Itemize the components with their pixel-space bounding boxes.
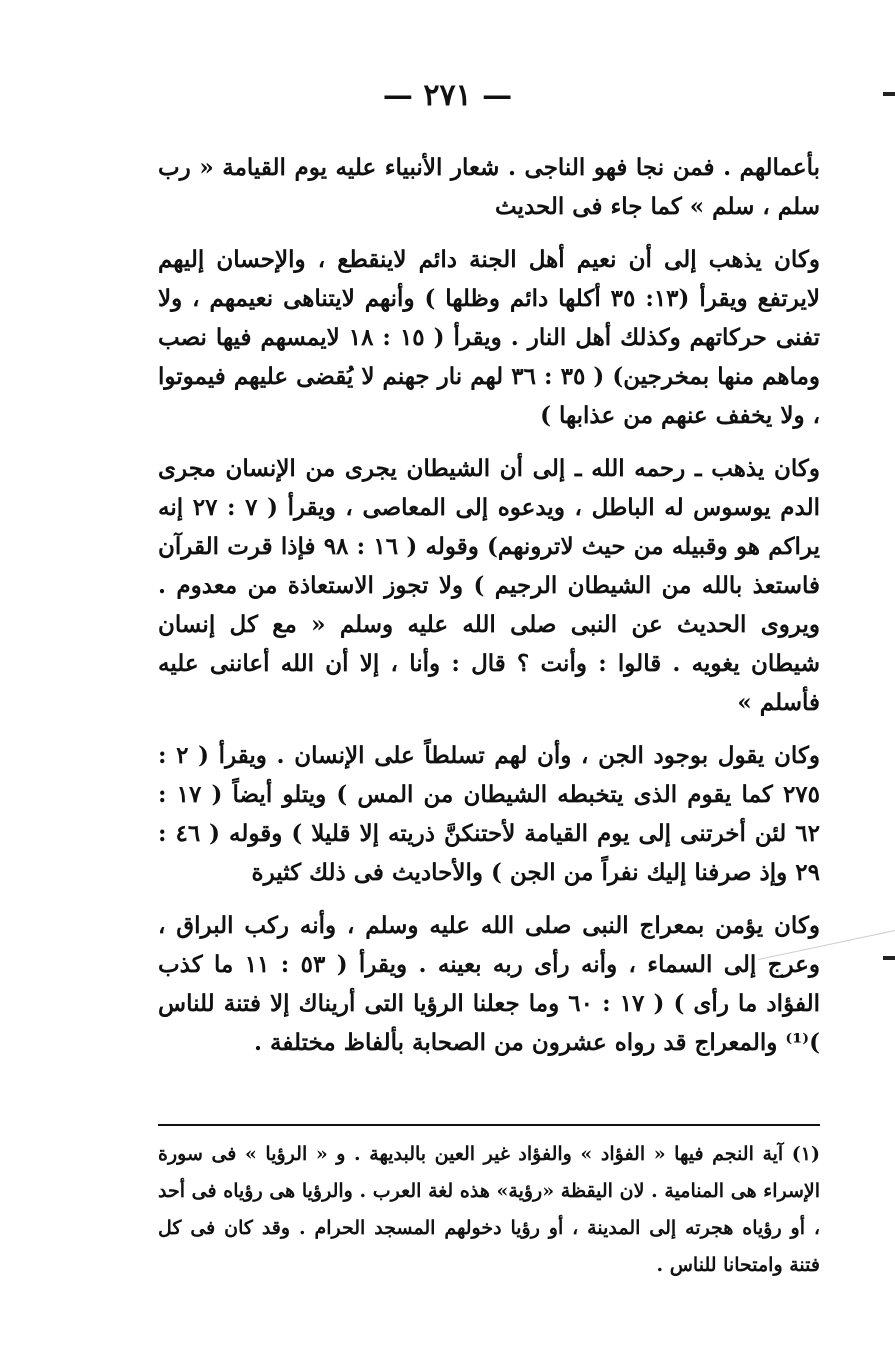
page-number: — ٢٧١ — [382, 78, 513, 113]
scan-edge-mark [883, 92, 895, 96]
paragraph: وكان يذهب ـ رحمه الله ـ إلى أن الشيطان يجرى من الإنسان مجرى الدم يوسوس له الباطل ، ويدعوه إلى المعاصى ، ويقرأ ( ٧ : ٢٧ إنه يراكم هو وقبيله من حيث لاترونهم) وقوله ( ١٦ : ٩٨ فإذا قرت القرآن فاستعذ بالله من الشيطان الرجيم ) ولا تجوز الاستعاذة من معدوم . ويروى الحديث عن النبى صلى الله عليه وسلم « مع كل إنسان شيطان يغويه . قالوا : وأنت ؟ قال : وأنا ، إلا أن الله أعاننى عليه فأسلم » [158, 455, 821, 716]
paragraph: وكان يؤمن بمعراج النبى صلى الله عليه وسلم ، وأنه ركب البراق ، وعرج إلى السماء ، وأنه رأى ربه بعينه . ويقرأ ( ٥٣ : ١١ ما كذب الفؤاد ما رأى ) ( ١٧ : ٦٠ وما جعلنا الرؤيا التى أريناك إلا فتنة للناس )⁽¹⁾ والمعراج قد رواه عشرون من الصحابة بألفاظ مختلفة . [158, 912, 820, 1056]
footnote: (١) آية النجم فيها « الفؤاد » والفؤاد غير العين بالبديهة . و « الرؤيا » فى سورة الإسراء هى المنامية . لان اليقظة «رؤية» هذه لغة العرب . والرؤيا هى رؤياه فى أحد ، أو رؤياه هجرته إلى المدينة ، أو رؤيا دخولهم المسجد الحرام . وقد كان فى كل فتنة وامتحانا للناس . [158, 1143, 820, 1276]
body-text [158, 148, 820, 1076]
footnote-divider [158, 1124, 820, 1126]
paragraph: وكان يقول بوجود الجن ، وأن لهم تسلطاً على الإنسان . ويقرأ ( ٢ : ٢٧٥ كما يقوم الذى يتخبطه الشيطان من المس ) ويتلو أيضاً ( ١٧ : ٦٢ لئن أخرتنى إلى يوم القيامة لأحتنكنَّ ذريته إلا قليلا ) وقوله ( ٤٦ : ٢٩ وإذ صرفنا إليك نفراً من الجن ) والأحاديث فى ذلك كثيرة [158, 742, 821, 886]
scan-edge-mark [883, 956, 895, 960]
paragraph: وكان يذهب إلى أن نعيم أهل الجنة دائم لاينقطع ، والإحسان إليهم لايرتفع ويقرأ (١٣: ٣٥ أكلها دائم وظلها ) وأنهم لايتناهى نعيمهم ، ولا تفنى حركاتهم وكذلك أهل النار . ويقرأ ( ١٥ : ١٨ لايمسهم فيها نصب وماهم منها بمخرجين) ( ٣٥ : ٣٦ لهم نار جهنم لا يُقضى عليهم فيموتوا ، ولا يخفف عنهم من عذابها ) [158, 246, 821, 429]
paragraph: بأعمالهم . فمن نجا فهو الناجى . شعار الأنبياء عليه يوم القيامة « رب سلم ، سلم » كما جاء فى الحديث [158, 154, 820, 220]
